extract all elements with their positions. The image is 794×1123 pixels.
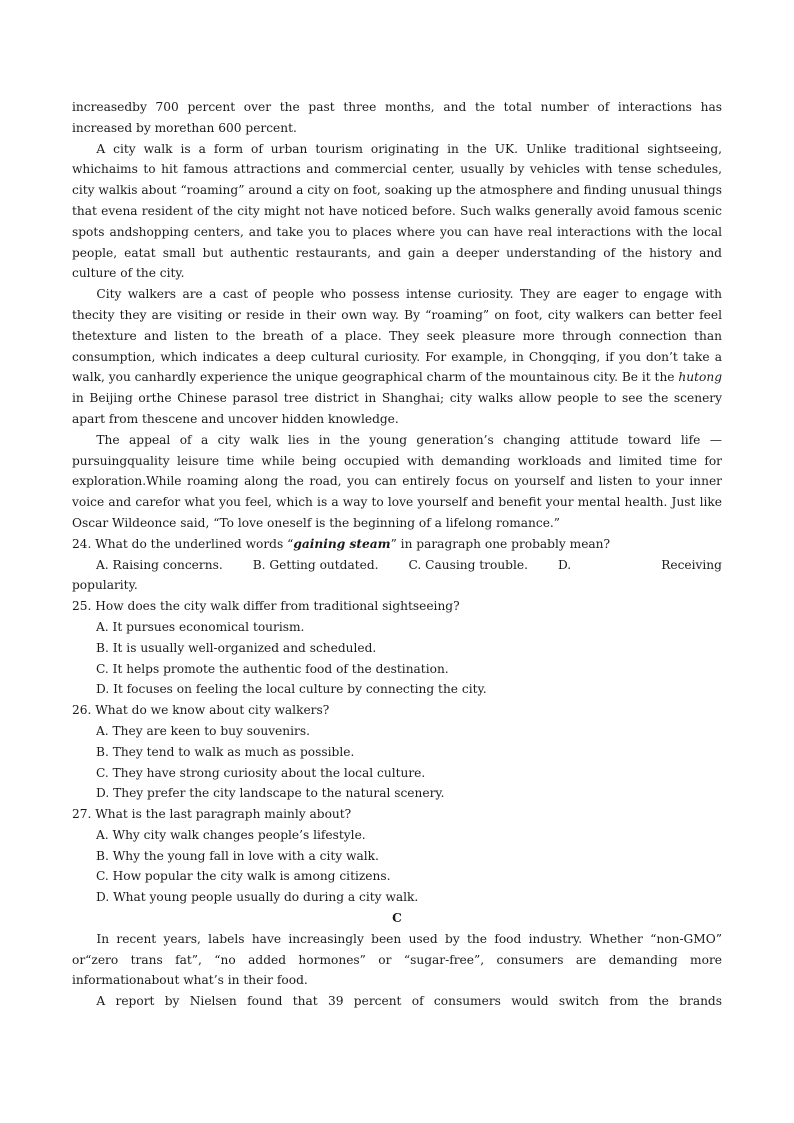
q24-option-c[interactable]: C. Causing trouble. xyxy=(408,557,528,572)
paragraph-b4: The appeal of a city walk lies in the young generation’s changing attitude toward life — pursuingquality leisure time while being occupied with demanding workloads and limited time for exploration.While roaming along the road, you can entirely focus on yourself and listen to your inner voice and carefor what you feel, which is a way to love yourself and benefit your mental health. Just like Oscar Wildeonce said, “To love oneself is the beginning of a lifelong romance.” xyxy=(72,432,722,530)
q27-option-a[interactable]: A. Why city walk changes people’s lifestyle. xyxy=(96,827,366,842)
q25-option-a[interactable]: A. It pursues economical tourism. xyxy=(96,619,305,634)
q27-option-d[interactable]: D. What young people usually do during a city walk. xyxy=(96,890,419,905)
question-27-options xyxy=(72,825,722,908)
paragraph-b1-tail-line2: increased by morethan 600 percent. xyxy=(72,120,297,135)
paragraph-c2-start: A report by Nielsen found that 39 percent of consumers would switch from the brands xyxy=(96,994,722,1009)
paragraph-b1-tail-line1: increasedby 700 percent over the past three months, and the total number of interactions has xyxy=(72,100,722,114)
q26-option-c[interactable]: C. They have strong curiosity about the local culture. xyxy=(96,765,426,780)
gaining-steam-phrase: gaining steam xyxy=(293,536,391,551)
q26-option-d[interactable]: D. They prefer the city landscape to the natural scenery. xyxy=(96,786,445,801)
q24-option-d-continued: popularity. xyxy=(72,578,138,593)
question-25-stem: 25. How does the city walk differ from traditional sightseeing? xyxy=(72,599,460,614)
q25-option-b[interactable]: B. It is usually well-organized and scheduled. xyxy=(96,640,377,655)
q24-option-d-text[interactable]: Receiving xyxy=(661,557,722,572)
hutong-term: hutong xyxy=(678,370,722,385)
q24-stem-after: ” in paragraph one probably mean? xyxy=(390,536,611,551)
question-26-options xyxy=(72,721,722,804)
q27-option-b[interactable]: B. Why the young fall in love with a city walk. xyxy=(96,848,379,863)
paragraph-b3-part1: City walkers are a cast of people who possess intense curiosity. They are eager to engage with thecity they are visiting or reside in their own way. By “roaming” on foot, city walkers can better feel thetexture and listen to the breath of a place. They seek pleasure more through connection than consumption, which indicates a deep cultural curiosity. For example, in Chongqing, if you don’t take a walk, you canhardly experience the unique geographical charm of the mountainous city. Be it the xyxy=(72,287,722,385)
q24-stem-before: 24. What do the underlined words “ xyxy=(72,536,294,551)
paragraph-b2: A city walk is a form of urban tourism originating in the UK. Unlike traditional sightseeing, whichaims to hit famous attractions and commercial center, usually by vehicles with tense schedules, city walkis about “roaming” around a city on foot, soaking up the atmosphere and finding unusual things that evena resident of the city might not have noticed before. Such walks generally avoid famous scenic spots andshopping centers, and take you to places where you can have real interactions with the local people, eatat small but authentic restaurants, and gain a deeper understanding of the history and culture of the city. xyxy=(72,141,722,281)
paragraph-c1: In recent years, labels have increasingly been used by the food industry. Whether “non-GMO” or“zero trans fat”, “no added hormones” or “sugar-free”, consumers are demanding more informationabout what’s in their food. xyxy=(72,931,722,988)
document-page xyxy=(72,97,722,1012)
q25-option-d[interactable]: D. It focuses on feeling the local culture by connecting the city. xyxy=(96,682,487,697)
question-25-options xyxy=(72,617,722,700)
q25-option-c[interactable]: C. It helps promote the authentic food of the destination. xyxy=(96,661,449,676)
paragraph-b3 xyxy=(72,284,722,430)
q24-option-a[interactable]: A. Raising concerns. xyxy=(96,557,223,572)
question-24-stem xyxy=(72,534,722,555)
q27-option-c[interactable]: C. How popular the city walk is among citizens. xyxy=(96,869,391,884)
question-27-stem: 27. What is the last paragraph mainly about? xyxy=(72,807,352,822)
q24-option-b[interactable]: B. Getting outdated. xyxy=(252,557,379,572)
q24-option-d-letter[interactable]: D. xyxy=(557,557,572,572)
question-26-stem: 26. What do we know about city walkers? xyxy=(72,703,330,718)
question-24-options xyxy=(72,555,722,576)
section-c-heading: C xyxy=(392,911,402,926)
q26-option-b[interactable]: B. They tend to walk as much as possible. xyxy=(96,744,355,759)
q26-option-a[interactable]: A. They are keen to buy souvenirs. xyxy=(96,723,310,738)
paragraph-b3-part2: in Beijing orthe Chinese parasol tree district in Shanghai; city walks allow people to see the scenery apart from thescene and uncover hidden knowledge. xyxy=(72,391,722,426)
